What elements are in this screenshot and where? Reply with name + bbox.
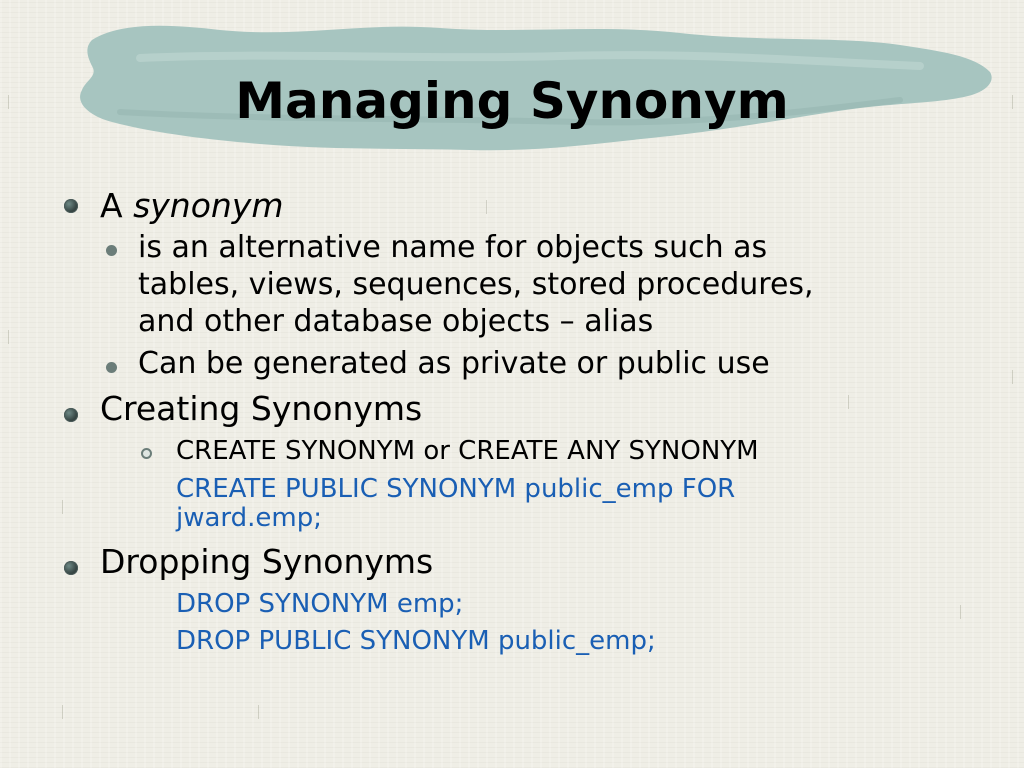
texture-mark xyxy=(848,395,849,409)
heading-creating-synonyms: Creating Synonyms xyxy=(100,389,423,428)
texture-mark xyxy=(486,200,487,214)
usage-line: Can be generated as private or public use xyxy=(138,346,770,381)
level1-bullet-icon xyxy=(64,199,78,213)
drop-public-code-line: DROP PUBLIC SYNONYM public_emp; xyxy=(176,626,656,656)
privilege-line: CREATE SYNONYM or CREATE ANY SYNONYM xyxy=(176,436,759,466)
texture-mark xyxy=(258,705,259,719)
definition-line-3: and other database objects – alias xyxy=(138,304,654,339)
create-code-line-1: CREATE PUBLIC SYNONYM public_emp FOR xyxy=(176,474,736,504)
drop-code-line: DROP SYNONYM emp; xyxy=(176,589,464,619)
definition-line-2: tables, views, sequences, stored procedures, xyxy=(138,267,814,302)
texture-mark xyxy=(62,705,63,719)
level3-bullet-icon xyxy=(141,448,152,459)
level2-bullet-icon xyxy=(106,245,117,256)
heading-dropping-synonyms: Dropping Synonyms xyxy=(100,542,434,581)
level2-bullet-icon xyxy=(106,362,117,373)
bullet-prefix: A xyxy=(100,186,123,225)
texture-mark xyxy=(8,330,9,344)
level1-bullet-icon xyxy=(64,408,78,422)
bullet-a-synonym xyxy=(100,186,284,226)
definition-line-1: is an alternative name for objects such as xyxy=(138,230,768,265)
bullet-emphasis: synonym xyxy=(133,186,284,225)
slide-title: Managing Synonym xyxy=(235,72,789,130)
create-code-line-2: jward.emp; xyxy=(176,503,323,533)
texture-mark xyxy=(960,605,961,619)
texture-mark xyxy=(62,500,63,514)
texture-mark xyxy=(1012,370,1013,384)
level1-bullet-icon xyxy=(64,561,78,575)
